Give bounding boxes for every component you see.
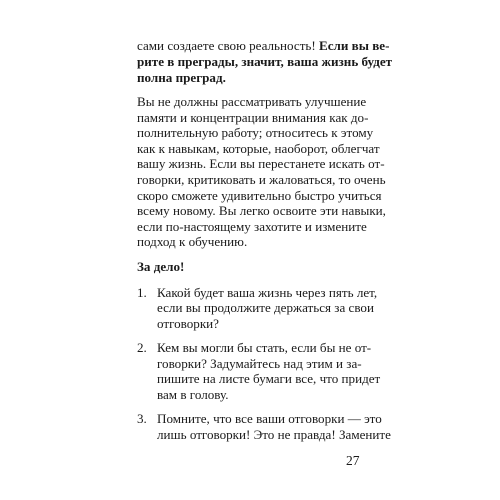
intro-line-3: полна преград. [137, 69, 226, 85]
page-number: 27 [346, 453, 360, 468]
list-item-number: 1. [137, 284, 147, 300]
main-paragraph-line: если по-настоящему захотите и измените [137, 218, 367, 234]
list-item-line: говорки? Задумайтесь над этим и за- [157, 355, 362, 371]
list-item-line: вам в голову. [157, 386, 229, 402]
list-item-number: 3. [137, 411, 147, 427]
list-item-line: Кем вы могли бы стать, если бы не от- [157, 340, 372, 356]
list-item-line: Помните, что все ваши отговорки — это [157, 411, 382, 427]
main-paragraph-line: подход к обучению. [137, 234, 248, 250]
intro-line-1-normal: сами создаете свою реальность! [137, 38, 319, 53]
main-paragraph-line: полнительную работу; относитесь к этому [137, 125, 374, 141]
list-item-number: 2. [137, 340, 147, 356]
main-paragraph-line: говорки, критиковать и жаловаться, то очень [137, 172, 386, 188]
list-item-line: Какой будет ваша жизнь через пять лет, [157, 284, 378, 300]
main-paragraph-line: памяти и концентрации внимания как до- [137, 109, 369, 125]
intro-line-2: рите в преграды, значит, ваша жизнь будет [137, 54, 393, 70]
main-paragraph-line: скоро сможете удивительно быстро учиться [137, 187, 382, 203]
list-item-line: лишь отговорки! Это не правда! Замените [157, 426, 391, 442]
intro-line-1 [137, 38, 389, 54]
main-paragraph-line: как к навыкам, которые, наоборот, облегчат [137, 140, 380, 156]
list-item-line: если вы продолжите держаться за свои [157, 300, 374, 316]
list-item-line: пишите на листе бумаги все, что придет [157, 371, 381, 387]
main-paragraph-line: всему новому. Вы легко освоите эти навыки, [137, 203, 386, 219]
main-paragraph-line: Вы не должны рассматривать улучшение [137, 94, 367, 110]
section-heading: За дело! [137, 259, 185, 275]
list-item-line: отговорки? [157, 315, 219, 331]
intro-line-1-bold: Если вы ве- [319, 38, 390, 53]
main-paragraph-line: вашу жизнь. Если вы перестанете искать от- [137, 156, 385, 172]
